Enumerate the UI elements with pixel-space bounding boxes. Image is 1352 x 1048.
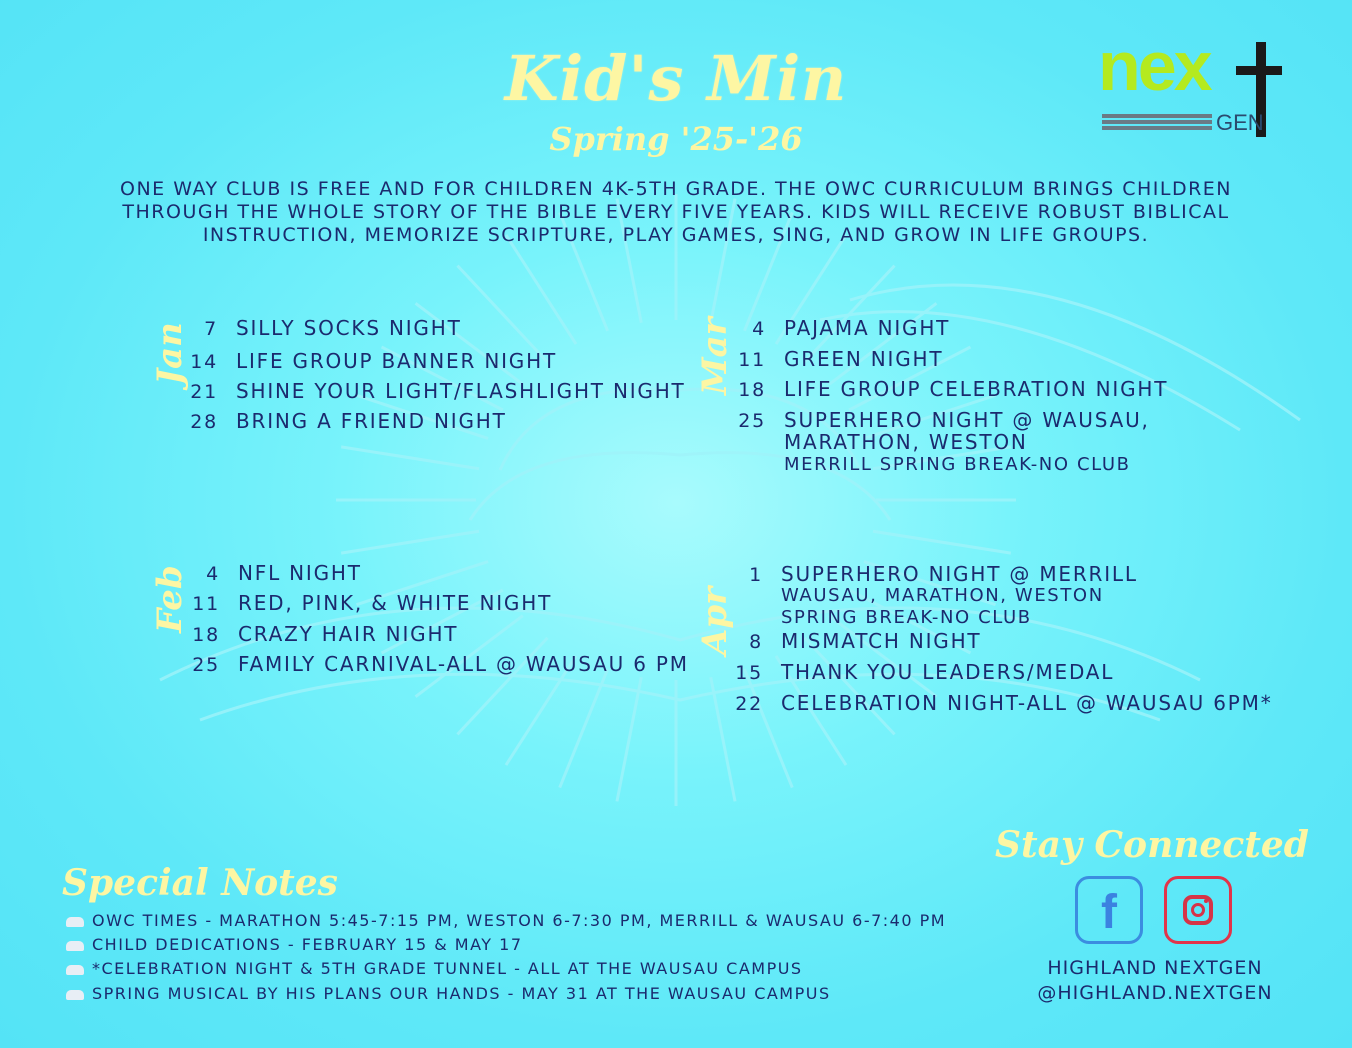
event-day: 18: [738, 379, 766, 401]
facebook-icon[interactable]: f: [1075, 876, 1143, 944]
event-text: SUPERHERO NIGHT @ WAUSAU,: [784, 408, 1150, 432]
event-day: 4: [206, 563, 220, 585]
event-row: [738, 316, 950, 340]
event-row: [190, 379, 686, 403]
note-item: [66, 984, 831, 1003]
special-notes-title: Special Notes: [62, 862, 338, 904]
ray: [617, 677, 641, 801]
event-text: LIFE GROUP CELEBRATION NIGHT: [784, 377, 1169, 401]
event-day: 14: [190, 351, 218, 373]
event-text: CELEBRATION NIGHT-ALL @ WAUSAU 6PM*: [781, 691, 1273, 715]
intro-text: ONE WAY CLUB IS FREE AND FOR CHILDREN 4K-5TH GRADE. THE OWC CURRICULUM BRINGS CHILDREN THROUGH THE WHOLE STORY OF THE BIBLE EVERY FIVE YEARS. KIDS WILL RECEIVE ROBUST BIBLICAL INSTRUCTION, MEMORIZE SCRIPTURE, PLAY GAMES, SING, AND GROW IN LIFE GROUPS.: [119, 178, 1233, 246]
event-text: FAMILY CARNIVAL-ALL @ WAUSAU 6 PM: [238, 652, 689, 676]
month-label-jan: Jan: [150, 322, 190, 385]
event-day: 4: [752, 318, 766, 340]
event-text: SHINE YOUR LIGHT/FLASHLIGHT NIGHT: [236, 379, 686, 403]
event-day: 22: [735, 693, 763, 715]
event-day: 11: [738, 349, 766, 371]
event-text: THANK YOU LEADERS/MEDAL: [781, 660, 1115, 684]
note-text: *CELEBRATION NIGHT & 5TH GRADE TUNNEL - ALL AT THE WAUSAU CAMPUS: [92, 959, 803, 978]
ray: [873, 531, 1011, 553]
page-title: Kid's Min: [504, 42, 848, 115]
bullet-icon: [66, 941, 84, 951]
event-text: SUPERHERO NIGHT @ MERRILL: [781, 562, 1138, 586]
note-item: [66, 959, 803, 978]
event-row: [192, 561, 362, 585]
ray: [341, 447, 479, 469]
event-row: [735, 660, 1114, 684]
stay-connected-title: Stay Connected: [995, 824, 1309, 866]
event-day: 28: [190, 411, 218, 433]
event-day: 25: [738, 410, 766, 432]
event-subnote: MERRILL SPRING BREAK-NO CLUB: [784, 454, 1131, 475]
event-row: [192, 591, 552, 615]
instagram-icon[interactable]: [1164, 876, 1232, 944]
event-text: PAJAMA NIGHT: [784, 316, 951, 340]
event-row: [735, 562, 1138, 586]
social-handle: @HIGHLAND.NEXTGEN: [1037, 982, 1273, 1004]
event-text: RED, PINK, & WHITE NIGHT: [238, 591, 553, 615]
month-label-mar: Mar: [695, 317, 735, 395]
event-row: [190, 316, 462, 340]
event-row: [735, 629, 981, 653]
logo-text: nex: [1098, 27, 1210, 105]
event-text: LIFE GROUP BANNER NIGHT: [236, 349, 557, 373]
bullet-icon: [66, 990, 84, 1000]
bullet-icon: [66, 965, 84, 975]
ray: [341, 531, 479, 553]
event-text: NFL NIGHT: [238, 561, 362, 585]
nextgen-logo: [1098, 27, 1288, 140]
cross-bar: [1236, 66, 1282, 75]
event-subnote: SPRING BREAK-NO CLUB: [781, 607, 1032, 628]
event-row: [738, 408, 1150, 432]
note-item: [66, 911, 946, 930]
event-row: [190, 349, 557, 373]
note-text: SPRING MUSICAL BY HIS PLANS OUR HANDS - MAY 31 AT THE WAUSAU CAMPUS: [92, 984, 831, 1003]
event-text: BRING A FRIEND NIGHT: [236, 409, 507, 433]
social-name: HIGHLAND NEXTGEN: [1047, 957, 1263, 979]
logo-subtext: GEN: [1216, 110, 1264, 135]
event-day: 25: [192, 654, 220, 676]
event-row: [192, 652, 689, 676]
event-text: MISMATCH NIGHT: [781, 629, 982, 653]
event-day: 11: [192, 593, 220, 615]
event-text: SILLY SOCKS NIGHT: [236, 316, 462, 340]
event-row: [190, 409, 507, 433]
month-label-feb: Feb: [150, 565, 190, 633]
event-row: [738, 377, 1168, 401]
event-text: CRAZY HAIR NIGHT: [238, 622, 459, 646]
event-day: 1: [749, 564, 763, 586]
ray: [560, 669, 608, 787]
bullet-icon: [66, 917, 84, 927]
note-text: OWC TIMES - MARATHON 5:45-7:15 PM, WESTON 6-7:30 PM, MERRILL & WAUSAU 6-7:40 PM: [92, 911, 947, 930]
ray: [711, 677, 735, 801]
event-text: GREEN NIGHT: [784, 347, 944, 371]
page-subtitle: Spring '25-'26: [549, 120, 803, 158]
month-label-apr: Apr: [695, 586, 735, 655]
note-item: [66, 935, 523, 954]
event-day: 21: [190, 381, 218, 403]
event-day: 15: [735, 662, 763, 684]
event-subnote: WAUSAU, MARATHON, WESTON: [781, 585, 1104, 606]
logo-bars: [1102, 114, 1212, 132]
event-row: [738, 347, 943, 371]
event-day: 18: [192, 624, 220, 646]
event-day: 8: [749, 631, 763, 653]
note-text: CHILD DEDICATIONS - FEBRUARY 15 & MAY 17: [92, 935, 523, 954]
event-row: [735, 691, 1273, 715]
event-day: 7: [204, 318, 218, 340]
event-text-continued: MARATHON, WESTON: [784, 430, 1028, 454]
event-row: [192, 622, 458, 646]
